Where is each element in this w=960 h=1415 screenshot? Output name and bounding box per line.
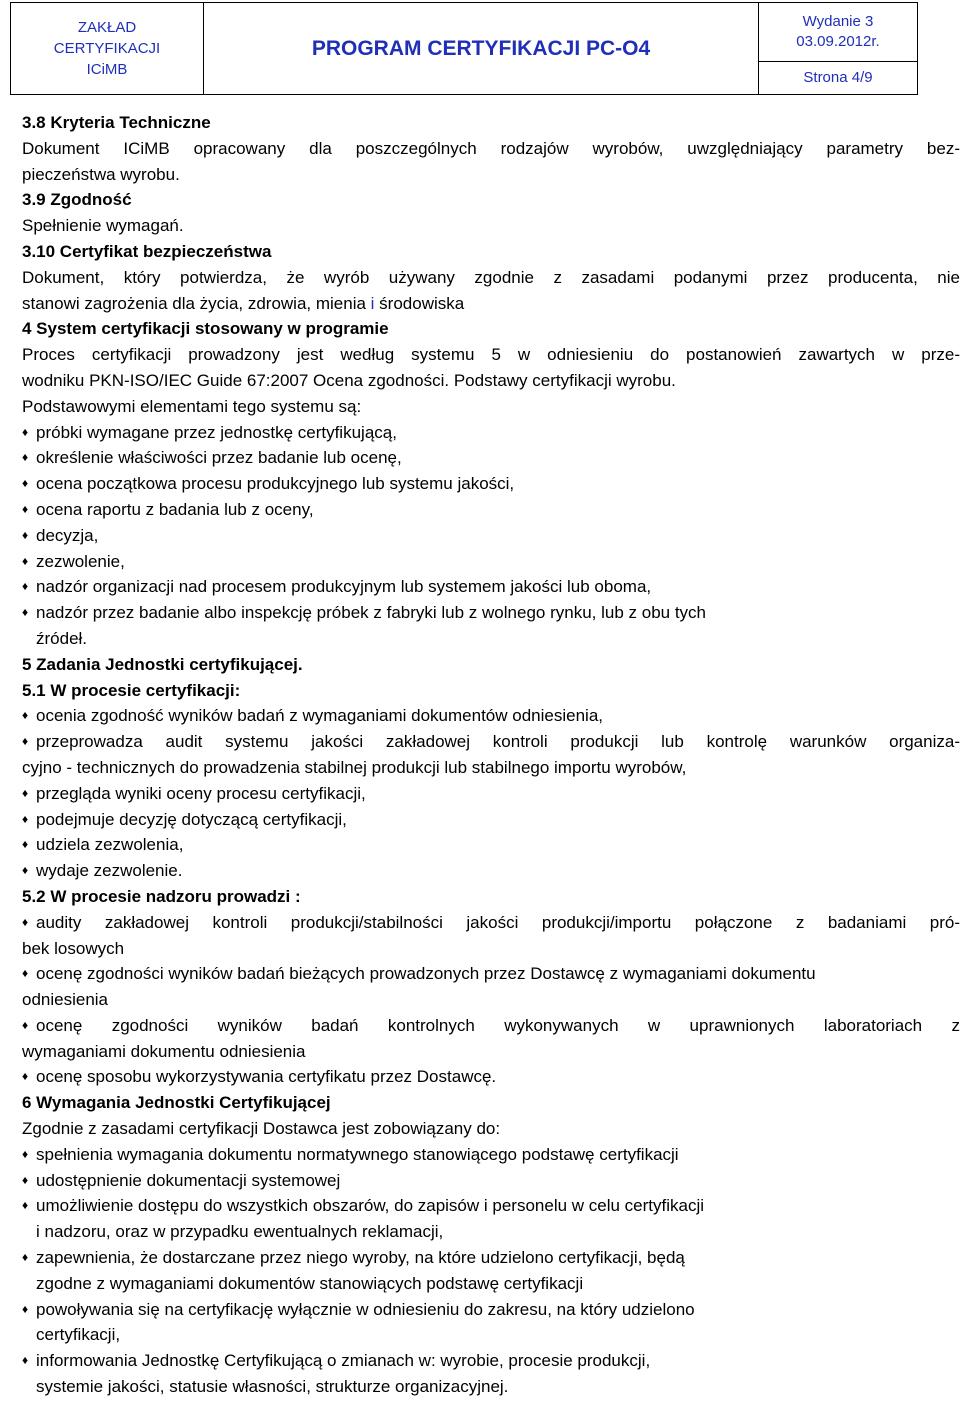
section-heading: 3.9 Zgodność <box>22 190 132 210</box>
list-item: ♦ nadzór organizacji nad procesem produkcyjnym lub systemem jakości lub oboma, <box>22 574 960 600</box>
page-number: Strona 4/9 <box>759 62 918 95</box>
section-heading: 3.10 Certyfikat bezpieczeństwa <box>22 241 272 261</box>
list-item-continuation: wymaganiami dokumentu odniesienia <box>22 1041 306 1061</box>
list-item: ♦ powoływania się na certyfikację wyłącznie w odniesieniu do zakresu, na który udzielono <box>22 1297 960 1323</box>
paragraph: Proces certyfikacji prowadzony jest według systemu 5 w odniesieniu do postanowień zawartych w prze- <box>22 345 960 365</box>
text-span: stanowi zagrożenia dla życia, zdrowia, mienia <box>22 293 371 313</box>
list-item: ♦ decyzja, <box>22 523 960 549</box>
section-heading: 5.1 W procesie certyfikacji: <box>22 680 241 700</box>
paragraph: Spełnienie wymagań. <box>22 216 184 236</box>
list-item: ♦ ocenę zgodności wyników badań bieżących prowadzonych przez Dostawcę z wymaganiami dokumentu <box>22 961 960 987</box>
document-header <box>10 2 918 95</box>
list-item: ♦ określenie właściwości przez badanie lub ocenę, <box>22 445 960 471</box>
section-heading: 6 Wymagania Jednostki Certyfikującej <box>22 1093 331 1113</box>
list-item: ♦ nadzór przez badanie albo inspekcję próbek z fabryki lub z wolnego rynku, lub z obu tych <box>22 600 960 626</box>
list-item: ♦ ocenę zgodności wyników badań kontrolnych wykonywanych w uprawnionych laboratoriach z <box>22 1013 960 1039</box>
list-item: ♦ ocenę sposobu wykorzystywania certyfikatu przez Dostawcę. <box>22 1064 960 1090</box>
paragraph: Zgodnie z zasadami certyfikacji Dostawca jest zobowiązany do: <box>22 1119 501 1139</box>
paragraph: wodniku PKN-ISO/IEC Guide 67:2007 Ocena zgodności. Podstawy certyfikacji wyrobu. <box>22 370 676 390</box>
list-item-continuation: źródeł. <box>36 628 88 648</box>
section-heading: 5 Zadania Jednostki certyfikującej. <box>22 654 303 674</box>
section-heading: 4 System certyfikacji stosowany w programie <box>22 319 389 339</box>
list-item: ♦ podejmuje decyzję dotyczącą certyfikacji, <box>22 807 960 833</box>
section-heading: 5.2 W procesie nadzoru prowadzi : <box>22 886 301 906</box>
paragraph: Dokument, który potwierdza, że wyrób używany zgodnie z zasadami podanymi przez producenta, nie <box>22 267 960 287</box>
list-item: ♦ ocenia zgodność wyników badań z wymaganiami dokumentów odniesienia, <box>22 703 960 729</box>
list-item: ♦ ocena raportu z badania lub z oceny, <box>22 497 960 523</box>
list-item: ♦ wydaje zezwolenie. <box>22 858 960 884</box>
list-item: ♦ przegląda wyniki oceny procesu certyfikacji, <box>22 781 960 807</box>
paragraph: pieczeństwa wyrobu. <box>22 164 180 184</box>
list-item: ♦ zezwolenie, <box>22 549 960 575</box>
list-item: ♦ przeprowadza audit systemu jakości zakładowej kontroli produkcji lub kontrolę warunków organiza- <box>22 729 960 755</box>
text-span: środowiska <box>374 293 465 313</box>
list-item: ♦ informowania Jednostkę Certyfikującą o zmianach w: wyrobie, procesie produkcji, <box>22 1348 960 1374</box>
org-line: ICiMB <box>86 61 128 78</box>
list-item: ♦ udziela zezwolenia, <box>22 832 960 858</box>
paragraph: Dokument ICiMB opracowany dla poszczególnych rodzajów wyrobów, uwzględniający parametry bez- <box>22 138 960 158</box>
list-item-continuation: i nadzoru, oraz w przypadku ewentualnych reklamacji, <box>36 1222 444 1242</box>
edition: Wydanie 3 <box>802 13 874 30</box>
edition-cell <box>759 3 918 62</box>
list-item-continuation: bek losowych <box>22 938 125 958</box>
list-item-continuation: odniesienia <box>22 990 109 1010</box>
list-item: ♦ audity zakładowej kontroli produkcji/stabilności jakości produkcji/importu połączone z badaniami pró- <box>22 910 960 936</box>
list-item-continuation: systemie jakości, statusie własności, strukturze organizacyjnej. <box>36 1377 509 1397</box>
org-line: ZAKŁAD <box>77 19 137 36</box>
section-heading: 3.8 Kryteria Techniczne <box>22 113 211 132</box>
edition-date: 03.09.2012r. <box>796 33 880 50</box>
list-item: ♦ spełnienia wymagania dokumentu normatywnego stanowiącego podstawę certyfikacji <box>22 1142 960 1168</box>
list-item-continuation: zgodne z wymaganiami dokumentów stanowiących podstawę certyfikacji <box>36 1273 584 1293</box>
list-item: ♦ próbki wymagane przez jednostkę certyfikującą, <box>22 420 960 446</box>
org-cell <box>11 3 204 95</box>
org-line: CERTYFIKACJI <box>53 40 161 57</box>
list-item: ♦ udostępnienie dokumentacji systemowej <box>22 1168 960 1194</box>
paragraph <box>22 291 960 317</box>
paragraph: Podstawowymi elementami tego systemu są: <box>22 396 362 416</box>
list-item: ♦ ocena początkowa procesu produkcyjnego lub systemu jakości, <box>22 471 960 497</box>
list-item: ♦ umożliwienie dostępu do wszystkich obszarów, do zapisów i personelu w celu certyfikacji <box>22 1193 960 1219</box>
document-body <box>22 110 960 1400</box>
text-span: i <box>370 293 375 313</box>
list-item-continuation: cyjno - technicznych do prowadzenia stabilnej produkcji lub stabilnego importu wyrobów, <box>22 757 687 777</box>
list-item-continuation: certyfikacji, <box>36 1325 121 1345</box>
list-item: ♦ zapewnienia, że dostarczane przez niego wyroby, na które udzielono certyfikacji, będą <box>22 1245 960 1271</box>
program-title: PROGRAM CERTYFIKACJI PC-O4 <box>204 3 759 95</box>
